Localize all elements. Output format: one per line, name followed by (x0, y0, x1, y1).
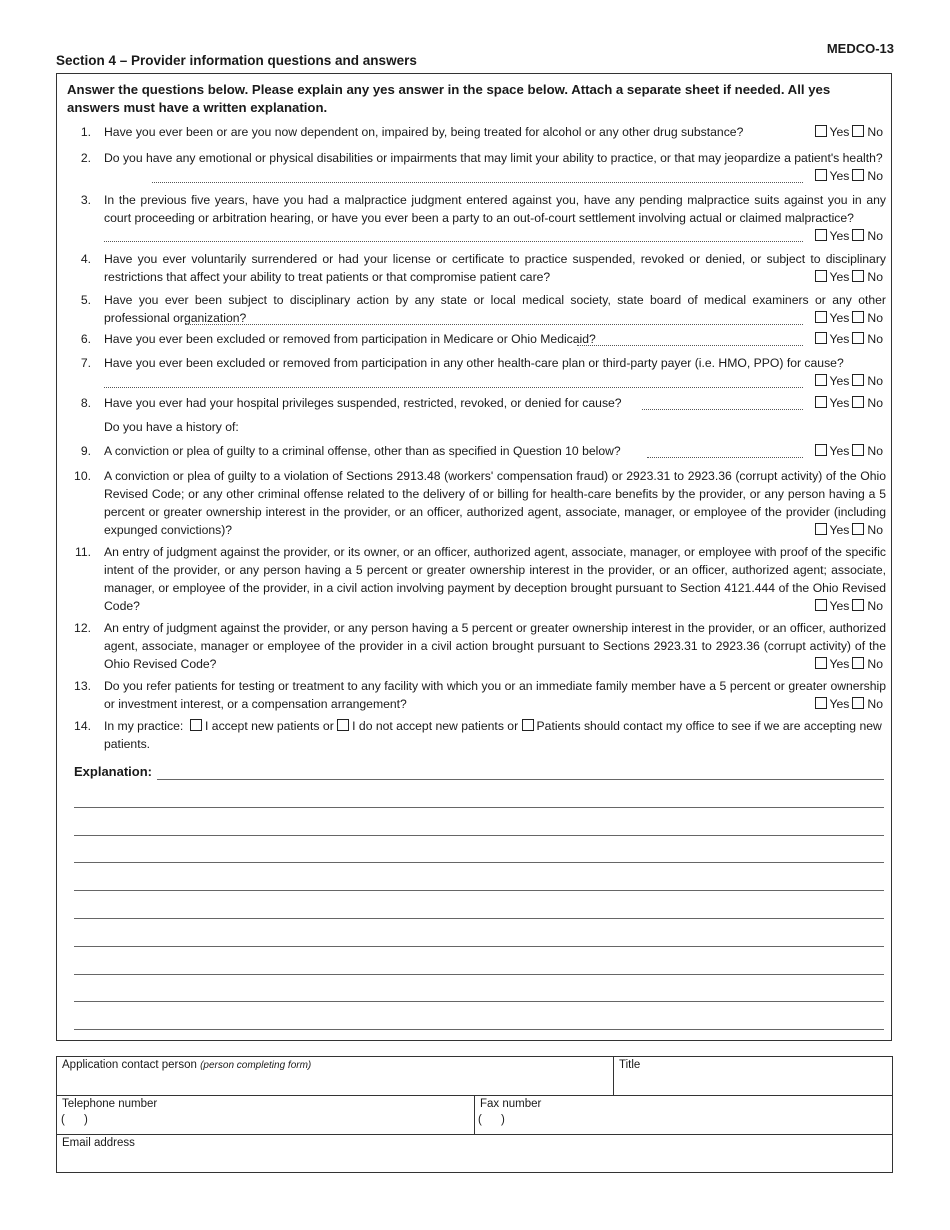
question-text (104, 717, 886, 753)
yes-label: Yes (829, 599, 850, 613)
question-2 (57, 149, 891, 185)
yes-label: Yes (829, 396, 850, 410)
email-field[interactable] (57, 1135, 892, 1172)
yes-checkbox[interactable] (815, 599, 827, 611)
question-number: 3. (80, 193, 91, 207)
dot-leader (185, 324, 803, 325)
explanation-line[interactable] (74, 1001, 884, 1002)
no-checkbox[interactable] (852, 599, 864, 611)
yes-checkbox[interactable] (815, 270, 827, 282)
yes-checkbox[interactable] (815, 332, 827, 344)
question-number: 4. (80, 252, 91, 266)
question-number: 14. (74, 719, 91, 733)
yes-no-choice (811, 268, 883, 286)
question-10 (57, 467, 891, 539)
question-text: Do you refer patients for testing or treatment to any facility with which you or an immediate family member have a 5 percent or greater ownership or investment interest, or a compensation arrangement? (104, 679, 886, 711)
question-number: 13. (74, 679, 91, 693)
no-label: No (867, 125, 883, 139)
question-number: 10. (74, 469, 91, 483)
title-label: Title (619, 1059, 641, 1071)
question-number: 11. (74, 545, 91, 559)
question-text: An entry of judgment against the provider, or any person having a 5 percent or greater ownership interest in the provider, or an officer, authorized agent, associate, manager or employee of the provider in a civil action brought pursuant to Sections 2923.31 to 2923.36 (corrupt activity) of the Ohio Revised Code? (104, 621, 886, 671)
no-label: No (867, 697, 883, 711)
intro-text: Answer the questions below. Please explain any yes answer in the space below. Attach a separate sheet if needed. All yes answers must have a written explanation. (67, 82, 831, 115)
question-text: An entry of judgment against the provider, or its owner, or an officer, authorized agent, associate, manager, or employee with proof of the specific intent of the provider, or any person having a 5 percent or greater ownership interest in the provider, or an officer, authorized agent; associate, manager, or employee of the provider, in a civil action involving payment by deception brought pursuant to Section 4121.444 of the Ohio Revised Code? (104, 545, 886, 613)
question-number: 9. (80, 444, 91, 458)
explanation-line[interactable] (74, 918, 884, 919)
q14-option-1: I accept new patients or (205, 719, 334, 733)
no-checkbox[interactable] (852, 229, 864, 241)
contact-office-checkbox[interactable] (522, 719, 534, 731)
explanation-line[interactable] (74, 862, 884, 863)
yes-label: Yes (829, 311, 850, 325)
yes-checkbox[interactable] (815, 444, 827, 456)
title-field[interactable] (614, 1057, 892, 1096)
question-3 (57, 191, 891, 245)
question-9 (57, 442, 891, 460)
no-label: No (867, 169, 883, 183)
question-12 (57, 619, 891, 673)
fax-label: Fax number (480, 1098, 542, 1110)
yes-no-choice (811, 597, 883, 615)
explanation-line[interactable] (74, 807, 884, 808)
no-label: No (867, 444, 883, 458)
history-heading: Do you have a history of: (104, 420, 239, 434)
explanation-line[interactable] (74, 890, 884, 891)
yes-no-choice (811, 655, 883, 673)
yes-checkbox[interactable] (815, 125, 827, 137)
not-accept-new-patients-checkbox[interactable] (337, 719, 349, 731)
no-label: No (867, 270, 883, 284)
question-text: Have you ever been or are you now dependent on, impaired by, being treated for alcohol or any other drug substance? (104, 125, 744, 139)
question-text: Have you ever been excluded or removed from participation in Medicare or Ohio Medicaid? (104, 332, 596, 346)
explanation-line[interactable] (74, 835, 884, 836)
no-label: No (867, 657, 883, 671)
yes-no-choice (811, 394, 883, 412)
yes-label: Yes (829, 229, 850, 243)
yes-label: Yes (829, 523, 850, 537)
no-checkbox[interactable] (852, 523, 864, 535)
yes-no-choice (811, 372, 883, 390)
no-label: No (867, 523, 883, 537)
yes-checkbox[interactable] (815, 311, 827, 323)
no-label: No (867, 396, 883, 410)
contact-person-label: Application contact person (62, 1059, 197, 1071)
yes-label: Yes (829, 270, 850, 284)
yes-checkbox[interactable] (815, 374, 827, 386)
yes-label: Yes (829, 169, 850, 183)
telephone-area-code: ( ) (61, 1114, 88, 1126)
contact-table (56, 1056, 893, 1173)
yes-checkbox[interactable] (815, 523, 827, 535)
fax-area-code: ( ) (478, 1114, 505, 1126)
question-6 (57, 330, 891, 348)
no-checkbox[interactable] (852, 444, 864, 456)
question-text: A conviction or plea of guilty to a criminal offense, other than as specified in Question 10 below? (104, 444, 621, 458)
no-label: No (867, 311, 883, 325)
question-13 (57, 677, 891, 713)
dot-leader (647, 457, 803, 458)
question-text: In the previous five years, have you had a malpractice judgment entered against you, have any pending malpractice suits against you in any court proceeding or arbitration hearing, or have you ever been a party to an out-of-court settlement involving actual or claimed malpractice? (104, 193, 886, 225)
yes-no-choice (811, 123, 883, 141)
q14-prefix: In my practice: (104, 719, 184, 733)
contact-person-field[interactable] (57, 1057, 614, 1096)
dot-leader (104, 241, 803, 242)
question-number: 8. (80, 396, 91, 410)
telephone-label: Telephone number (62, 1098, 158, 1110)
no-checkbox[interactable] (852, 697, 864, 709)
yes-no-choice (811, 309, 883, 327)
accept-new-patients-checkbox[interactable] (190, 719, 202, 731)
yes-no-choice (811, 330, 883, 348)
q14-option-2: I do not accept new patients or (352, 719, 519, 733)
telephone-field[interactable] (57, 1096, 475, 1135)
history-heading-row (57, 418, 891, 436)
question-number: 2. (80, 151, 91, 165)
no-label: No (867, 229, 883, 243)
question-5 (57, 291, 891, 327)
yes-no-choice (811, 227, 883, 245)
no-checkbox[interactable] (852, 374, 864, 386)
explanation-line[interactable] (74, 946, 884, 947)
dot-leader (104, 387, 803, 388)
question-7 (57, 354, 891, 390)
question-text: Have you ever been subject to disciplinary action by any state or local medical society, state board of medical examiners or any other professional organization? (104, 293, 886, 325)
form-id: MEDCO-13 (826, 41, 894, 56)
question-number: 5. (80, 293, 91, 307)
yes-checkbox[interactable] (815, 697, 827, 709)
yes-label: Yes (829, 332, 850, 346)
question-8 (57, 394, 891, 412)
explanation-line[interactable] (74, 1029, 884, 1030)
contact-person-sublabel: (person completing form) (200, 1060, 312, 1071)
no-checkbox[interactable] (852, 169, 864, 181)
question-number: 1. (80, 125, 91, 139)
question-text: Have you ever been excluded or removed from participation in any other health-care plan or third-party payer (i.e. HMO, PPO) for cause? (104, 356, 844, 370)
question-text: Have you ever had your hospital privileges suspended, restricted, revoked, or denied for cause? (104, 396, 622, 410)
no-checkbox[interactable] (852, 332, 864, 344)
question-11 (57, 543, 891, 615)
yes-no-choice (811, 695, 883, 713)
yes-label: Yes (829, 657, 850, 671)
no-label: No (867, 332, 883, 346)
explanation-line[interactable] (74, 974, 884, 975)
yes-no-choice (811, 521, 883, 539)
yes-no-choice (811, 442, 883, 460)
no-checkbox[interactable] (852, 396, 864, 408)
question-14 (57, 717, 891, 753)
yes-label: Yes (829, 125, 850, 139)
q14-option-3: Patients should contact my office to see if we are accepting new patients. (104, 719, 882, 751)
yes-no-choice (811, 167, 883, 185)
question-number: 6. (80, 332, 91, 346)
question-4 (57, 250, 891, 286)
dot-leader (642, 409, 803, 410)
explanation-line[interactable] (157, 779, 884, 780)
fax-field[interactable] (475, 1096, 892, 1135)
email-label: Email address (62, 1137, 135, 1149)
yes-checkbox[interactable] (815, 396, 827, 408)
no-checkbox[interactable] (852, 125, 864, 137)
question-text: A conviction or plea of guilty to a violation of Sections 2913.48 (workers' compensation fraud) or 2923.31 to 2923.36 (corrupt activity) of the Ohio Revised Code; or any other criminal offense related to the delivery of or billing for health-care benefits by the provider, or any person having a 5 percent or greater ownership interest in the provider, or an officer, authorized agent, associate, manager, or employee of the provider (including expunged convictions)? (104, 469, 886, 537)
section-title: Section 4 – Provider information questions and answers (56, 53, 417, 68)
yes-checkbox[interactable] (815, 229, 827, 241)
yes-label: Yes (829, 374, 850, 388)
question-number: 12. (74, 621, 91, 635)
yes-label: Yes (829, 444, 850, 458)
question-text: Do you have any emotional or physical disabilities or impairments that may limit your ability to practice, or that may jeopardize a patient's health? (104, 151, 883, 165)
question-number: 7. (80, 356, 91, 370)
yes-checkbox[interactable] (815, 169, 827, 181)
dot-leader (152, 182, 803, 183)
no-checkbox[interactable] (852, 311, 864, 323)
no-label: No (867, 374, 883, 388)
no-checkbox[interactable] (852, 657, 864, 669)
question-text: Have you ever voluntarily surrendered or had your license or certificate to practice suspended, revoked or denied, or subject to disciplinary restrictions that affect your ability to treat patients or that compromise patient care? (104, 252, 886, 284)
no-checkbox[interactable] (852, 270, 864, 282)
questions-box (56, 73, 892, 1041)
question-1 (57, 123, 891, 141)
explanation-label: Explanation: (74, 764, 153, 779)
yes-checkbox[interactable] (815, 657, 827, 669)
yes-label: Yes (829, 697, 850, 711)
no-label: No (867, 599, 883, 613)
dot-leader (577, 345, 803, 346)
